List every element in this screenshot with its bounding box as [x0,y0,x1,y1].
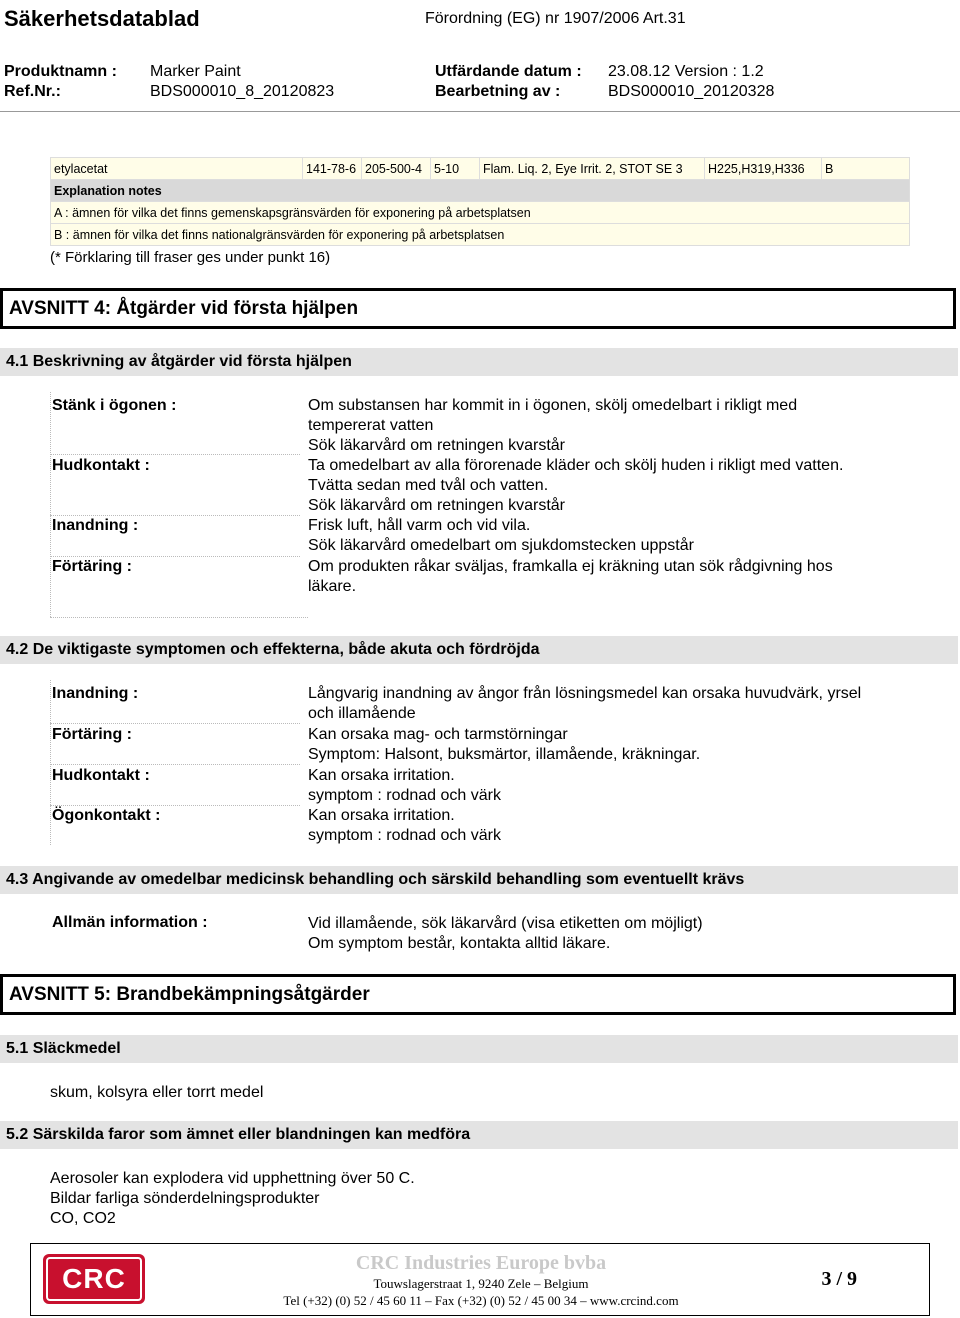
symptom-inhalation-label: Inandning : [52,685,139,702]
text-line: Långvarig inandning av ångor från lösningsmedel kan orsaka huvudvärk, yrsel [308,685,862,702]
document-title: Säkerhetsdatablad [4,6,200,31]
text-line: Frisk luft, håll varm och vid vila. [308,517,531,534]
text-line: Sök läkarvård om retningen kvarstår [308,497,565,514]
general-info-text [308,914,908,954]
page-footer [30,1243,930,1316]
symptom-eye-text [308,806,908,846]
divider [50,805,300,806]
first-aid-ingestion-text [308,557,908,597]
product-name-value: Marker Paint [150,63,241,80]
divider [50,764,300,765]
first-aid-inhalation-text [308,516,908,556]
product-name-label: Produktnamn : [4,63,117,80]
table-cell: B [822,158,910,180]
table-cell: H225,H319,H336 [705,158,822,180]
text-line: Kan orsaka irritation. [308,807,455,824]
text-line: Ta omedelbart av alla förorenade kläder och skölj huden i rikligt med vatten. [308,457,844,474]
symptom-ingestion-label: Förtäring : [52,726,132,743]
table-row [51,202,910,224]
company-contact: Tel (+32) (0) 52 / 45 60 11 – Fax (+32) (0) 52 / 45 00 34 – www.crcind.com [283,1293,679,1308]
text-line: symptom : rodnad och värk [308,827,501,844]
divider [50,454,300,455]
text-line: Bildar farliga sönderdelningsprodukter [50,1190,320,1207]
subsection-5-2-heading: 5.2 Särskilda faror som ämnet eller blandningen kan medföra [0,1121,958,1149]
general-info-label: Allmän information : [52,914,208,931]
section-5-heading: AVSNITT 5: Brandbekämpningsåtgärder [0,974,956,1015]
header-divider [0,111,960,112]
text-line: Om produkten råkar sväljas, framkalla ej kräkning utan sök rådgivning hos [308,558,833,575]
symptom-skin-label: Hudkontakt : [52,767,150,784]
table-row [51,180,910,202]
composition-table [50,157,910,246]
page-number: 3 / 9 [821,1268,857,1290]
footnote: (* Förklaring till fraser ges under punkt 16) [50,249,331,266]
extinguishing-media-text: skum, kolsyra eller torrt medel [50,1084,264,1101]
symptom-inhalation-text [308,684,908,724]
ref-number-label: Ref.Nr.: [4,83,61,100]
text-line: Kan orsaka irritation. [308,767,455,784]
table-row [51,158,910,180]
divider [50,617,308,618]
table-cell: 205-500-4 [362,158,431,180]
text-line: tempererat vatten [308,417,434,434]
symptom-ingestion-text [308,725,908,765]
text-line: Sök läkarvård omedelbart om sjukdomstecken uppstår [308,537,694,554]
text-line: Vid illamående, sök läkarvård (visa etiketten om möjligt) [308,915,703,932]
explanation-note: B : ämnen för vilka det finns nationalgränsvärden för exponering på arbetsplatsen [51,224,910,246]
first-aid-skin-label: Hudkontakt : [52,457,150,474]
subsection-4-2-heading: 4.2 De viktigaste symptomen och effekterna, både akuta och fördröjda [0,636,958,664]
regulation-reference: Förordning (EG) nr 1907/2006 Art.31 [425,10,686,27]
subsection-4-3-heading: 4.3 Angivande av omedelbar medicinsk behandling och särskild behandling som eventuellt krävs [0,866,958,894]
first-aid-inhalation-label: Inandning : [52,517,139,534]
first-aid-ingestion-label: Förtäring : [52,558,132,575]
text-line: Aerosoler kan explodera vid upphettning över 50 C. [50,1170,415,1187]
issue-date-value: 23.08.12 Version : 1.2 [608,63,764,80]
text-line: och illamående [308,705,416,722]
explanation-header: Explanation notes [51,180,910,202]
text-line: Symptom: Halsont, buksmärtor, illamående, kräkningar. [308,746,701,763]
first-aid-eye-text [308,396,908,456]
divider [50,723,300,724]
explanation-note: A : ämnen för vilka det finns gemenskapsgränsvärden för exponering på arbetsplatsen [51,202,910,224]
processing-label: Bearbetning av : [435,83,561,100]
table-cell: 5-10 [431,158,480,180]
text-line: Om substansen har kommit in i ögonen, skölj omedelbart i rikligt med [308,397,798,414]
text-line: Sök läkarvård om retningen kvarstår [308,437,565,454]
symptom-skin-text [308,766,908,806]
divider [50,680,51,845]
company-name: CRC Industries Europe bvba [355,1252,607,1274]
special-hazards-text [50,1169,415,1229]
issue-date-label: Utfärdande datum : [435,63,582,80]
text-line: Tvätta sedan med tvål och vatten. [308,477,549,494]
text-line: läkare. [308,578,357,595]
text-line: Kan orsaka mag- och tarmstörningar [308,726,568,743]
table-cell: etylacetat [51,158,303,180]
section-4-heading: AVSNITT 4: Åtgärder vid första hjälpen [0,288,956,329]
crc-logo-text: CRC [46,1257,142,1301]
text-line: symptom : rodnad och värk [308,787,501,804]
table-cell: 141-78-6 [303,158,362,180]
subsection-4-1-heading: 4.1 Beskrivning av åtgärder vid första hjälpen [0,348,958,376]
symptom-eye-label: Ögonkontakt : [52,807,161,824]
ref-number-value: BDS000010_8_20120823 [150,83,335,100]
divider [50,556,300,557]
table-row [51,224,910,246]
processing-value: BDS000010_20120328 [608,83,775,100]
subsection-5-1-heading: 5.1 Släckmedel [0,1035,958,1063]
text-line: Om symptom består, kontakta alltid läkare. [308,935,611,952]
text-line: CO, CO2 [50,1210,116,1227]
first-aid-eye-label: Stänk i ögonen : [52,397,177,414]
divider [50,392,51,617]
first-aid-skin-text [308,456,908,516]
divider [50,515,300,516]
company-address: Touwslagerstraat 1, 9240 Zele – Belgium [373,1276,589,1291]
table-cell: Flam. Liq. 2, Eye Irrit. 2, STOT SE 3 [480,158,705,180]
